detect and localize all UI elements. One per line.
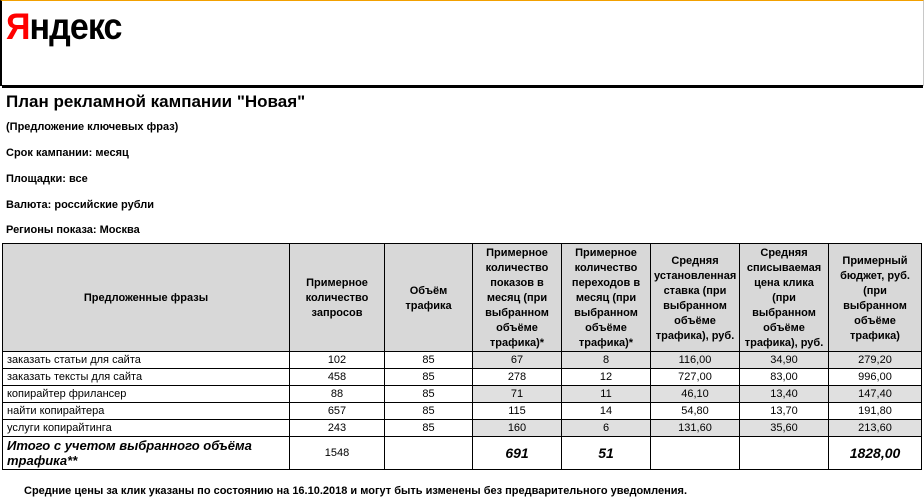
cell: 14 <box>562 403 651 420</box>
cell: 243 <box>290 420 385 437</box>
phrase-cell: заказать тексты для сайта <box>3 369 290 386</box>
campaign-currency: Валюта: российские рубли <box>6 199 154 211</box>
campaign-plan-table <box>2 243 922 470</box>
column-header: Примерное количество показов в месяц (при выбранном объёме трафика)* <box>473 244 562 352</box>
cell: 160 <box>473 420 562 437</box>
cell: 35,60 <box>740 420 829 437</box>
cell: 458 <box>290 369 385 386</box>
column-header: Объём трафика <box>385 244 473 352</box>
cell: 85 <box>385 352 473 369</box>
table-row <box>3 386 922 403</box>
cell: 13,40 <box>740 386 829 403</box>
phrase-cell: найти копирайтера <box>3 403 290 420</box>
table-row <box>3 369 922 386</box>
column-header: Примерный бюджет, руб. (при выбранном объёме трафика) <box>829 244 922 352</box>
cell: 88 <box>290 386 385 403</box>
cell: 71 <box>473 386 562 403</box>
proposal-label: (Предложение ключевых фраз) <box>6 121 179 133</box>
total-traffic <box>385 437 473 470</box>
cell: 147,40 <box>829 386 922 403</box>
cell: 213,60 <box>829 420 922 437</box>
total-label: Итого с учетом выбранного объёма трафика** <box>3 437 290 470</box>
cell: 85 <box>385 369 473 386</box>
total-requests: 1548 <box>290 437 385 470</box>
cell: 34,90 <box>740 352 829 369</box>
cell: 191,80 <box>829 403 922 420</box>
cell: 12 <box>562 369 651 386</box>
cell: 85 <box>385 386 473 403</box>
total-budget: 1828,00 <box>829 437 922 470</box>
table-row <box>3 420 922 437</box>
total-impressions: 691 <box>473 437 562 470</box>
column-header: Предложенные фразы <box>3 244 290 352</box>
cell: 8 <box>562 352 651 369</box>
cell: 102 <box>290 352 385 369</box>
column-header: Средняя списываемая цена клика (при выбранном объёме трафика), руб. <box>740 244 829 352</box>
phrase-cell: услуги копирайтинга <box>3 420 290 437</box>
table-row <box>3 403 922 420</box>
column-header: Примерное количество переходов в месяц (при выбранном объёме трафика)* <box>562 244 651 352</box>
campaign-sites: Площадки: все <box>6 173 88 185</box>
cell: 116,00 <box>651 352 740 369</box>
table-row <box>3 352 922 369</box>
cell: 131,60 <box>651 420 740 437</box>
cell: 85 <box>385 403 473 420</box>
total-bid <box>651 437 740 470</box>
total-row <box>3 437 922 470</box>
yandex-logo[interactable]: Яндекс <box>6 6 122 47</box>
cell: 67 <box>473 352 562 369</box>
table-header-row <box>3 244 922 352</box>
campaign-period: Срок кампании: месяц <box>6 147 129 159</box>
price-footnote: Средние цены за клик указаны по состоянию на 16.10.2018 и могут быть изменены без предварительного уведомления. <box>24 485 688 497</box>
page-title: План рекламной кампании "Новая" <box>6 92 306 111</box>
cell: 278 <box>473 369 562 386</box>
cell: 279,20 <box>829 352 922 369</box>
cell: 727,00 <box>651 369 740 386</box>
header-divider <box>2 85 923 88</box>
cell: 13,70 <box>740 403 829 420</box>
cell: 6 <box>562 420 651 437</box>
cell: 11 <box>562 386 651 403</box>
column-header: Примерное количество запросов <box>290 244 385 352</box>
cell: 46,10 <box>651 386 740 403</box>
cell: 115 <box>473 403 562 420</box>
cell: 54,80 <box>651 403 740 420</box>
cell: 657 <box>290 403 385 420</box>
cell: 83,00 <box>740 369 829 386</box>
campaign-regions: Регионы показа: Москва <box>6 224 140 236</box>
total-cpc <box>740 437 829 470</box>
cell: 996,00 <box>829 369 922 386</box>
column-header: Средняя установленная ставка (при выбранном объёме трафика), руб. <box>651 244 740 352</box>
total-clicks: 51 <box>562 437 651 470</box>
cell: 85 <box>385 420 473 437</box>
header-bar <box>0 0 924 86</box>
phrase-cell: заказать статьи для сайта <box>3 352 290 369</box>
phrase-cell: копирайтер фрилансер <box>3 386 290 403</box>
